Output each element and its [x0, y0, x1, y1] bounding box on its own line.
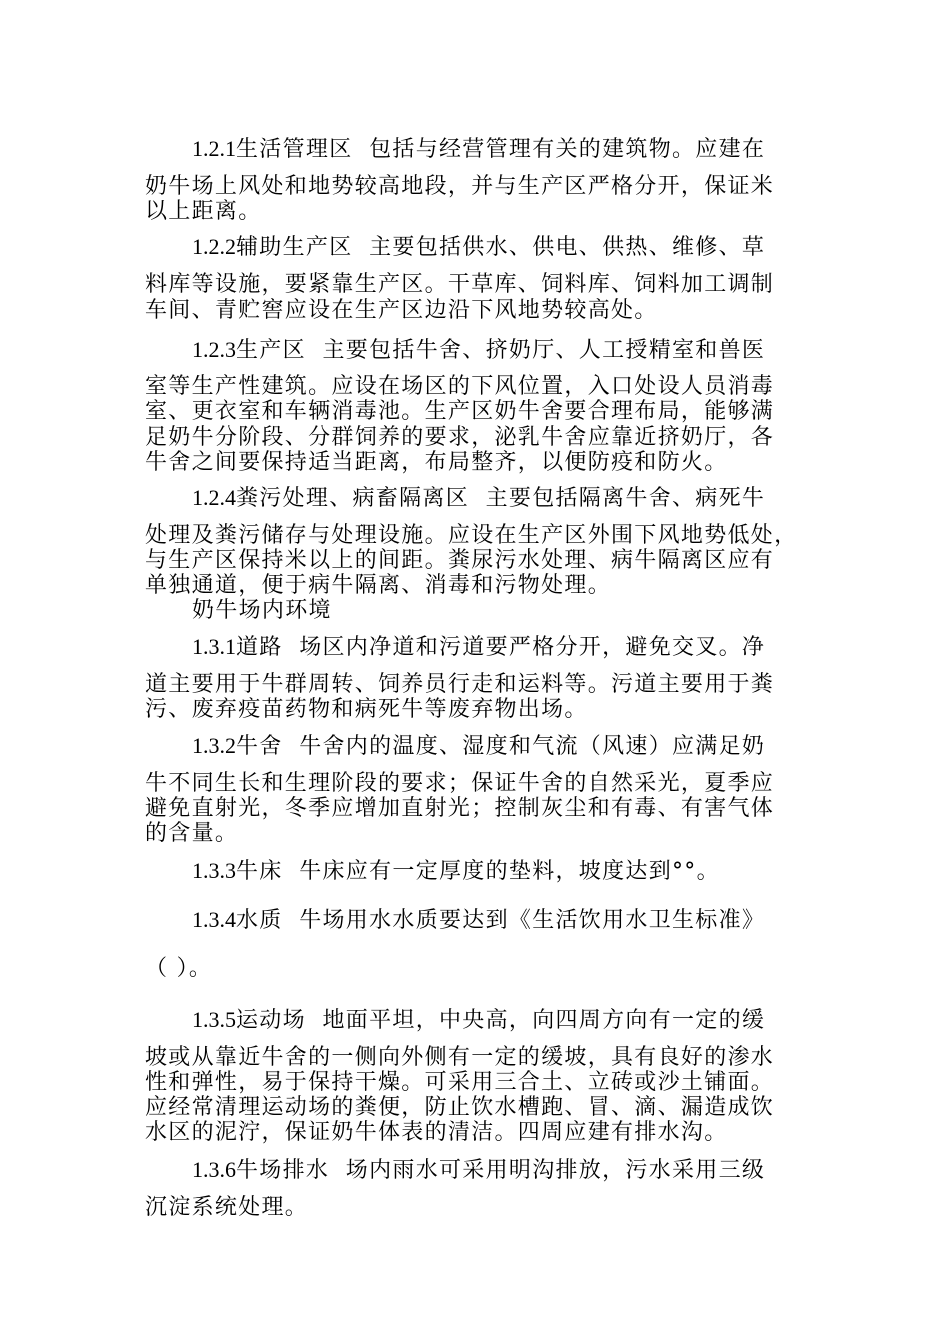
section-number: 1.2.1 — [192, 136, 236, 161]
section-heading: 运动场 — [236, 1008, 306, 1033]
paragraph-line: 包括与经营管理有关的建筑物。应建在 — [369, 137, 766, 162]
paragraph-line: 牛舍之间要保持适当距离，布局整齐，以便防疫和防火。 — [145, 450, 728, 475]
section-number: 1.3.1 — [192, 634, 236, 659]
section-heading: 水质 — [236, 908, 283, 933]
paragraph-line: 应经常清理运动场的粪便，防止饮水槽跑、冒、滴、漏造成饮 — [145, 1095, 775, 1120]
paragraph-1-3-2 — [192, 733, 882, 760]
paragraph-line: 沉淀系统处理。 — [145, 1195, 309, 1220]
paragraph-1-2-1 — [192, 136, 882, 163]
paragraph-line: 坡或从靠近牛舍的一侧向外侧有一定的缓坡，具有良好的渗水 — [145, 1045, 775, 1070]
section-heading: 道路 — [236, 635, 283, 660]
paragraph-line: 主要包括牛舍、挤奶厅、人工授精室和兽医 — [322, 338, 766, 363]
section-number: 1.3.4 — [192, 907, 236, 932]
paragraph-line: 地面平坦，中央高，向四周方向有一定的缓 — [322, 1008, 766, 1033]
paragraph-line: （ ）。 — [145, 956, 213, 981]
section-number: 1.2.2 — [192, 234, 236, 259]
section-number: 1.3.2 — [192, 733, 236, 758]
paragraph-line: 污、废弃疫苗药物和病死牛等废弃物出场。 — [145, 697, 588, 722]
section-heading: 生活管理区 — [236, 137, 353, 162]
paragraph-line: 车间、青贮窖应设在生产区边沿下风地势较高处。 — [145, 298, 658, 323]
section-number: 1.3.6 — [192, 1157, 236, 1182]
paragraph-1-2-3 — [192, 337, 882, 364]
paragraph-line: 处理及粪污储存与处理设施。应设在生产区外围下风地势低处， — [145, 523, 798, 548]
section-heading: 辅助生产区 — [236, 235, 353, 260]
paragraph-line: 避免直射光，冬季应增加直射光；控制灰尘和有毒、有害气体 — [145, 796, 775, 821]
paragraph-line: 主要包括供水、供电、供热、维修、草 — [369, 235, 766, 260]
paragraph-line: 与生产区保持米以上的间距。粪尿污水处理、病牛隔离区应有 — [145, 548, 775, 573]
paragraph-line: 奶牛场上风处和地势较高地段，并与生产区严格分开，保证米 — [145, 174, 775, 199]
section-heading: 牛场排水 — [236, 1158, 330, 1183]
paragraph-1-2-4 — [192, 485, 882, 512]
paragraph-1-3-1 — [192, 634, 882, 661]
section-number: 1.3.5 — [192, 1007, 236, 1032]
paragraph-line: 性和弹性，易于保持干燥。可采用三合土、立砖或沙土铺面。 — [145, 1070, 775, 1095]
paragraph-line: 场区内净道和污道要严格分开，避免交叉。净 — [299, 635, 766, 660]
paragraph-1-3-4 — [192, 907, 882, 934]
paragraph-line: 场内雨水可采用明沟排放，污水采用三级 — [345, 1158, 766, 1183]
paragraph-1-3-5 — [192, 1007, 882, 1034]
section-heading: 牛床 — [236, 859, 283, 884]
paragraph-line: 牛不同生长和生理阶段的要求；保证牛舍的自然采光，夏季应 — [145, 771, 775, 796]
paragraph-1-2-2 — [192, 234, 882, 261]
paragraph-line: 牛舍内的温度、湿度和气流（风速）应满足奶 — [299, 734, 766, 759]
section-heading: 粪污处理、病畜隔离区 — [236, 486, 470, 511]
paragraph-line: 牛场用水水质要达到《生活饮用水卫生标准》 — [299, 908, 766, 933]
paragraph-line: 以上距离。 — [145, 199, 262, 224]
paragraph-line: 室等生产性建筑。应设在场区的下风位置，入口处设人员消毒 — [145, 374, 775, 399]
section-number: 1.3.3 — [192, 858, 236, 883]
paragraph-line: 单独通道，便于病牛隔离、消毒和污物处理。 — [145, 573, 612, 598]
subsection-title: 奶牛场内环境 — [192, 598, 332, 623]
section-number: 1.2.4 — [192, 485, 236, 510]
paragraph-line: 室、更衣室和车辆消毒池。生产区奶牛舍要合理布局，能够满 — [145, 399, 775, 424]
paragraph-1-3-3 — [192, 858, 882, 885]
paragraph-line: 足奶牛分阶段、分群饲养的要求，泌乳牛舍应靠近挤奶厅，各 — [145, 425, 775, 450]
section-heading: 牛舍 — [236, 734, 283, 759]
section-heading: 生产区 — [236, 338, 306, 363]
paragraph-line: 牛床应有一定厚度的垫料，坡度达到°°。 — [299, 859, 720, 884]
paragraph-line: 主要包括隔离牛舍、病死牛 — [485, 486, 766, 511]
paragraph-line: 道主要用于牛群周转、饲养员行走和运料等。污道主要用于粪 — [145, 672, 775, 697]
paragraph-line: 的含量。 — [145, 821, 239, 846]
section-number: 1.2.3 — [192, 337, 236, 362]
paragraph-line: 水区的泥泞，保证奶牛体表的清洁。四周应建有排水沟。 — [145, 1120, 728, 1145]
paragraph-1-3-6 — [192, 1157, 882, 1184]
paragraph-line: 料库等设施，要紧靠生产区。干草库、饲料库、饲料加工调制 — [145, 272, 775, 297]
